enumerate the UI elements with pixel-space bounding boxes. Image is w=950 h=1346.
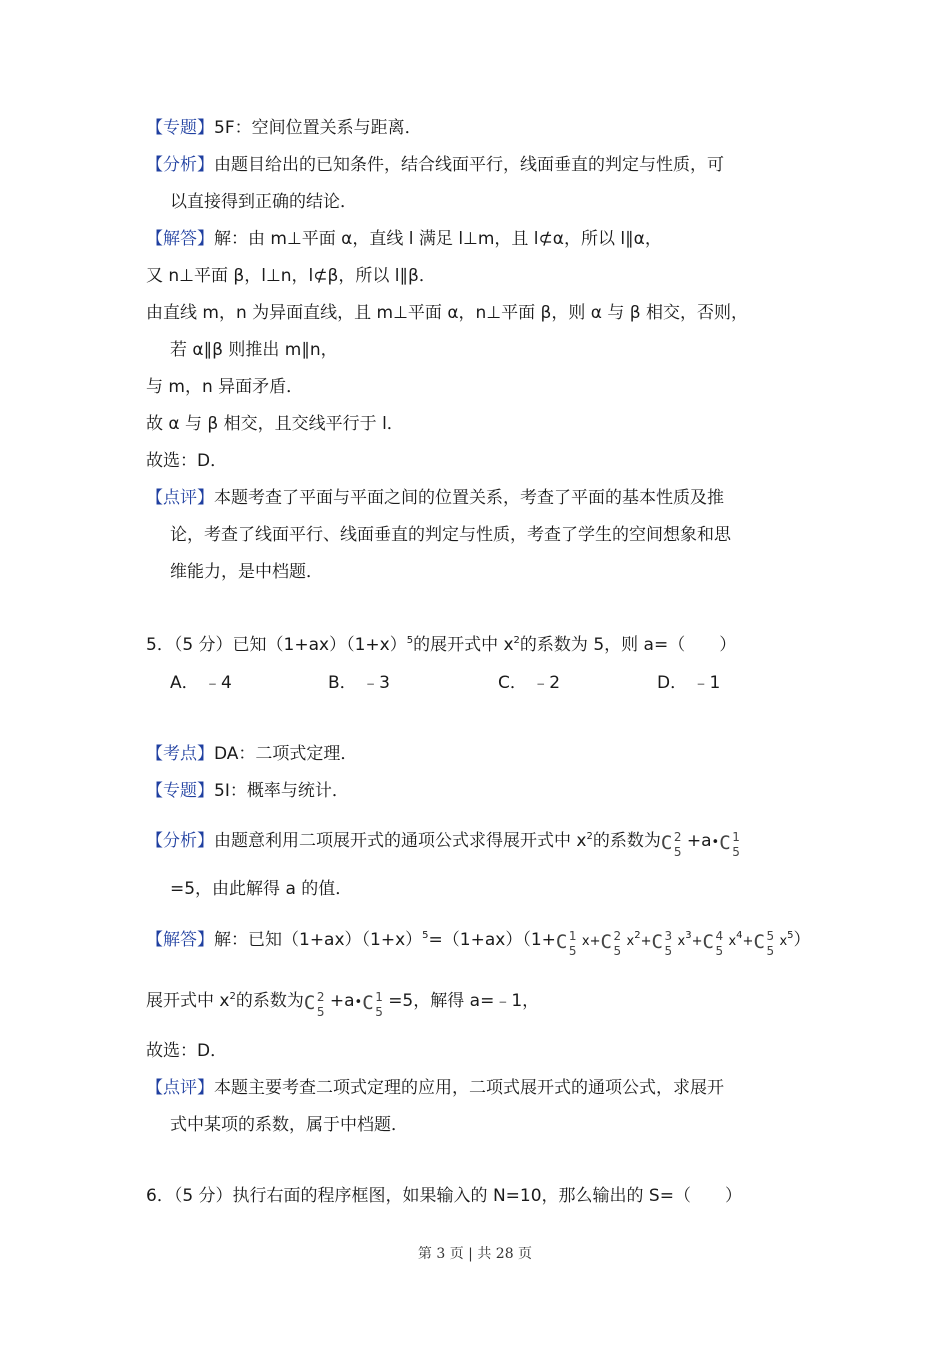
q5-fenxi-b: 的系数为 bbox=[592, 831, 661, 851]
q5-fenxi-a: 由题意利用二项展开式的通项公式求得展开式中 x bbox=[214, 831, 587, 851]
choice-d-value: ﹣1 bbox=[692, 673, 721, 693]
choice-a-label: A． bbox=[170, 673, 199, 693]
comb-c5-2c: C 2 5 bbox=[303, 990, 325, 1019]
q6-stem: 6．（5 分）执行右面的程序框图，如果输入的 N=10，那么输出的 S=（ ） bbox=[146, 1186, 742, 1206]
plus-2: + bbox=[640, 934, 652, 949]
q4-line-2: 若 α∥β 则推出 m∥n， bbox=[170, 340, 338, 360]
choice-b-label: B． bbox=[328, 673, 357, 693]
q5-fenxi-line2: =5，由此解得 a 的值． bbox=[170, 879, 353, 899]
q5-stem-b: 的展开式中 x bbox=[413, 635, 514, 655]
q5-zhuanti-text: 5I：概率与统计． bbox=[214, 781, 349, 801]
q4-line-1: 由直线 m，n 为异面直线，且 m⊥平面 α，n⊥平面 β，则 α 与 β 相交，否则， bbox=[146, 303, 749, 323]
q5-stem-c: 的系数为 5，则 a=（ ） bbox=[519, 635, 737, 655]
q5-dianping-line1: 本题主要考查二项式定理的应用，二项式展开式的通项公式，求展开 bbox=[214, 1078, 724, 1098]
x-3: x bbox=[677, 934, 686, 949]
choice-b-value: ﹣3 bbox=[362, 673, 390, 693]
comb-c5-4: C 4 5 bbox=[702, 929, 724, 958]
q5-guxuan: 故选：D． bbox=[146, 1041, 228, 1061]
q5-coef-sup: 2 bbox=[229, 991, 236, 1002]
comb-c5-5: C 5 5 bbox=[753, 929, 775, 958]
q4-line-5: 故选：D． bbox=[146, 451, 228, 471]
q4-jieda-line1: 解：由 m⊥平面 α，直线 l 满足 l⊥m，且 l⊄α，所以 l∥α， bbox=[214, 229, 662, 249]
choice-d-label: D． bbox=[657, 673, 688, 693]
q4-fenxi bbox=[146, 153, 724, 177]
x-3-sup: 3 bbox=[685, 930, 692, 941]
q5-kaodian-text: DA：二项式定理． bbox=[214, 744, 358, 764]
q5-stem-a: 5．（5 分）已知（1+ax）（1+x） bbox=[146, 635, 407, 655]
q5-dianping bbox=[146, 1076, 724, 1100]
choice-c bbox=[498, 671, 560, 695]
q5-dianping-line2: 式中某项的系数，属于中档题． bbox=[170, 1115, 408, 1135]
q4-zhuanti-text: 5F：空间位置关系与距离． bbox=[214, 118, 422, 138]
plus-1: + bbox=[589, 934, 601, 949]
q5-stem-sup: 5 bbox=[406, 635, 414, 646]
tag-jieda: 【解答】 bbox=[146, 229, 214, 249]
tag-dianping: 【点评】 bbox=[146, 488, 214, 508]
comb-c5-1b: C 1 5 bbox=[555, 929, 577, 958]
comb-c5-1: C 1 5 bbox=[719, 830, 740, 859]
x-2-sup: 2 bbox=[634, 930, 641, 941]
q4-line-4: 故 α 与 β 相交，且交线平行于 l． bbox=[146, 414, 404, 434]
q4-dianping bbox=[146, 486, 724, 510]
choice-c-label: C． bbox=[498, 673, 527, 693]
q5-jieda-sup: 5 bbox=[422, 930, 429, 941]
q5-stem bbox=[146, 633, 736, 657]
comb-c5-1c: C 1 5 bbox=[362, 990, 383, 1019]
q5-zhuanti bbox=[146, 779, 349, 803]
comb-c5-2b: C 2 5 bbox=[600, 929, 622, 958]
x-1: x bbox=[581, 934, 590, 949]
q4-zhuanti bbox=[146, 116, 422, 140]
q5-fenxi-c: +a bbox=[686, 831, 712, 851]
dot-icon: • bbox=[711, 835, 720, 850]
comb-c5-3: C 3 5 bbox=[651, 929, 673, 958]
q5-coef-b: 的系数为 bbox=[235, 991, 304, 1011]
q5-fenxi bbox=[146, 828, 745, 859]
q5-coef-a: 展开式中 x bbox=[146, 991, 230, 1011]
tag-zhuanti: 【专题】 bbox=[146, 118, 214, 138]
q4-dianping-line3: 维能力，是中档题． bbox=[170, 562, 323, 582]
plus-3: + bbox=[691, 934, 703, 949]
q5-jieda-b: =（1+ax）（1+ bbox=[428, 930, 556, 950]
tag-fenxi: 【分析】 bbox=[146, 155, 214, 175]
x-4: x bbox=[728, 934, 737, 949]
q5-kaodian bbox=[146, 742, 357, 766]
choice-c-value: ﹣2 bbox=[532, 673, 561, 693]
x-4-sup: 4 bbox=[736, 930, 743, 941]
q5-coef-d: =5，解得 a=﹣1， bbox=[388, 991, 540, 1011]
q4-jieda bbox=[146, 227, 662, 251]
close-paren: ） bbox=[793, 930, 811, 950]
x-5-sup: 5 bbox=[787, 930, 794, 941]
tag-zhuanti-5: 【专题】 bbox=[146, 781, 214, 801]
tag-dianping-5: 【点评】 bbox=[146, 1078, 214, 1098]
q5-coef-line bbox=[146, 988, 540, 1019]
page-footer: 第 3 页 | 共 28 页 bbox=[417, 1246, 533, 1262]
q4-fenxi-line1: 由题目给出的已知条件，结合线面平行，线面垂直的判定与性质，可 bbox=[214, 155, 724, 175]
q4-fenxi-line2: 以直接得到正确的结论． bbox=[170, 192, 357, 212]
q5-fenxi-sup: 2 bbox=[586, 831, 593, 842]
dot-icon-2: • bbox=[354, 995, 363, 1010]
q5-jieda-a: 解：已知（1+ax）（1+x） bbox=[214, 930, 423, 950]
choice-b bbox=[328, 671, 390, 695]
tag-jieda-5: 【解答】 bbox=[146, 930, 214, 950]
q4-line-3: 与 m，n 异面矛盾． bbox=[146, 377, 304, 397]
tag-kaodian: 【考点】 bbox=[146, 744, 214, 764]
q4-dianping-line1: 本题考查了平面与平面之间的位置关系，考查了平面的基本性质及推 bbox=[214, 488, 724, 508]
q5-coef-c: +a bbox=[329, 991, 355, 1011]
q4-line-0: 又 n⊥平面 β，l⊥n，l⊄β，所以 l∥β． bbox=[146, 266, 436, 286]
x-5: x bbox=[779, 934, 788, 949]
q5-jieda bbox=[146, 927, 811, 958]
q5-stem-sup2: 2 bbox=[513, 635, 520, 646]
tag-fenxi-5: 【分析】 bbox=[146, 831, 214, 851]
choice-d bbox=[657, 671, 720, 695]
choice-a bbox=[170, 671, 232, 695]
choice-a-value: ﹣4 bbox=[204, 673, 232, 693]
comb-c5-2: C 2 5 bbox=[660, 830, 682, 859]
q4-dianping-line2: 论，考查了线面平行、线面垂直的判定与性质，考查了学生的空间想象和思 bbox=[170, 525, 731, 545]
x-2: x bbox=[626, 934, 635, 949]
plus-4: + bbox=[742, 934, 754, 949]
